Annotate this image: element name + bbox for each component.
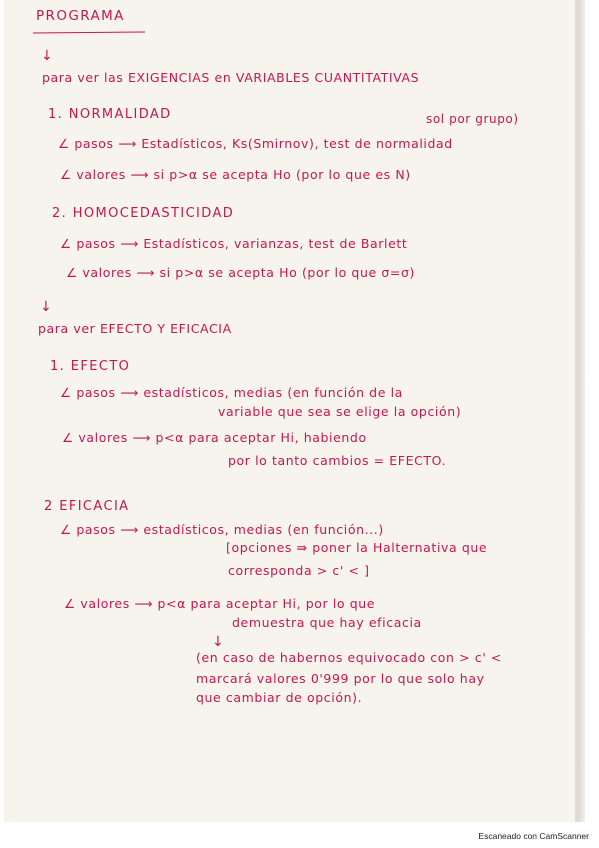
efecto-pasos-line2: variable que sea se elige la opción) (218, 404, 462, 419)
section-normalidad-heading: 1. NORMALIDAD (48, 107, 172, 122)
section-homocedasticidad-heading: 2. HOMOCEDASTICIDAD (52, 206, 235, 221)
eficacia-pasos-line2: [opciones ⇛ poner la Halternativa que (226, 540, 488, 555)
eficacia-note-line2: marcará valores 0'999 por lo que solo hay (196, 671, 485, 686)
efecto-pasos-line1: ∠ pasos ⟶ estadísticos, medias (en función de la (60, 385, 403, 400)
section-eficacia-heading: 2 EFICACIA (44, 499, 130, 514)
section-normalidad-note: sol por grupo) (426, 112, 519, 126)
eficacia-pasos-line3: corresponda > c' < ] (228, 563, 370, 578)
page-title: PROGRAMA (36, 8, 125, 24)
page-edge (577, 0, 585, 822)
homocedasticidad-pasos: ∠ pasos ⟶ Estadísticos, varianzas, test de Barlett (60, 236, 408, 251)
efecto-valores-line2: por lo tanto cambios = EFECTO. (228, 453, 447, 468)
eficacia-pasos-line1: ∠ pasos ⟶ estadísticos, medias (en función...) (60, 522, 384, 537)
efecto-valores-line1: ∠ valores ⟶ p<α para aceptar Hi, habiendo (62, 430, 367, 445)
intro-line: para ver las EXIGENCIAS en VARIABLES CUANTITATIVAS (42, 70, 420, 85)
eficacia-note-line3: que cambiar de opción). (196, 690, 363, 705)
normalidad-valores: ∠ valores ⟶ si p>α se acepta Ho (por lo que es N) (60, 167, 411, 182)
down-arrow-icon: ↓ (40, 299, 52, 315)
eficacia-valores-line1: ∠ valores ⟶ p<α para aceptar Hi, por lo que (64, 596, 376, 611)
homocedasticidad-valores: ∠ valores ⟶ si p>α se acepta Ho (por lo que σ=σ) (66, 265, 415, 280)
scanner-watermark: Escaneado con CamScanner (478, 831, 589, 841)
eficacia-note-line1: (en caso de habernos equivocado con > c' < (196, 650, 502, 665)
normalidad-pasos: ∠ pasos ⟶ Estadísticos, Ks(Smirnov), test de normalidad (58, 136, 453, 151)
intro-line-2: para ver EFECTO Y EFICACIA (38, 321, 232, 336)
down-arrow-icon: ↓ (41, 48, 53, 64)
down-arrow-icon: ↓ (212, 634, 224, 650)
section-efecto-heading: 1. EFECTO (50, 359, 131, 374)
eficacia-valores-line2: demuestra que hay eficacia (232, 615, 422, 630)
